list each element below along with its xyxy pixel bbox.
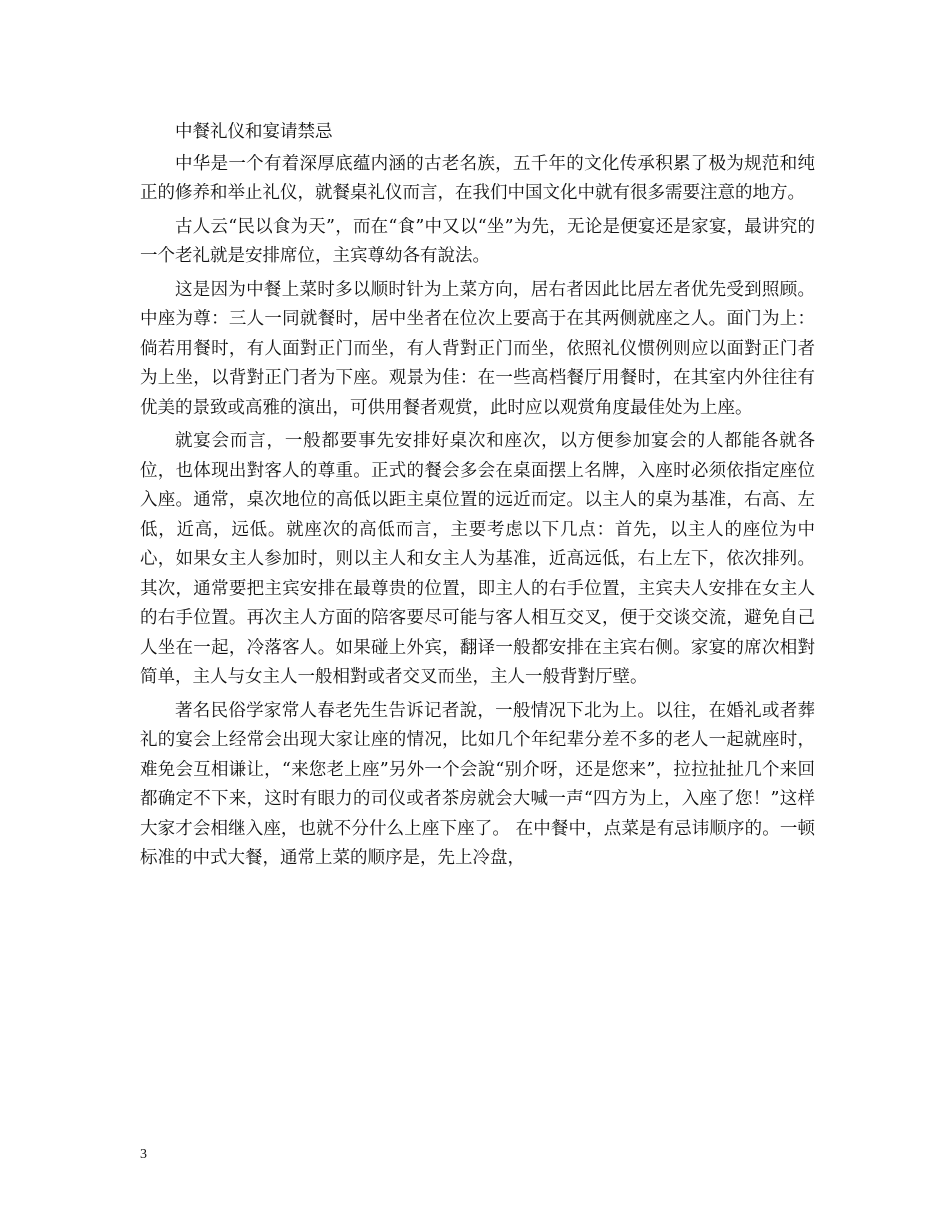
- paragraph-seating-rules: 这是因为中餐上菜时多以顺时针为上菜方向，居右者因此比居左者优先受到照顾。中座为尊：三人一同就餐时，居中坐者在位次上要高于在其两侧就座之人。面门为上：倘若用餐时，有人面對正门而坐，有人背對正门而坐，依照礼仪惯例则应以面對正门者为上坐，以背對正门者为下座。观景为佳：在一些高档餐厅用餐时，在其室内外往往有优美的景致或高雅的演出，可供用餐者观赏，此时应以观赏角度最佳处为上座。: [140, 279, 815, 418]
- document-body: [140, 118, 815, 878]
- paragraph-banquet-arrangement: 就宴会而言，一般都要事先安排好桌次和座次，以方便参加宴会的人都能各就各位，也体现出對客人的尊重。正式的餐会多会在桌面摆上名牌，入座时必须依指定座位入座。通常，桌次地位的高低以距主桌位置的远近而定。以主人的桌为基准，右高、左低，近高，远低。就座次的高低而言，主要考虑以下几点：首先，以主人的座位为中心，如果女主人参加时，则以主人和女主人为基准，近高远低，右上左下，依次排列。其次，通常要把主宾安排在最尊贵的位置，即主人的右手位置，主宾夫人安排在女主人的右手位置。再次主人方面的陪客要尽可能与客人相互交叉，便于交谈交流，避免自己人坐在一起，冷落客人。如果碰上外宾，翻译一般都安排在主宾右侧。家宴的席次相對简单，主人与女主人一般相對或者交叉而坐，主人一般背對厅壁。: [140, 431, 815, 687]
- page-number: 3: [140, 1147, 147, 1162]
- paragraph-folklore-and-ordering: 著名民俗学家常人春老先生告诉记者說，一般情况下北为上。以往，在婚礼或者葬礼的宴会上经常会出现大家让座的情况，比如几个年纪辈分差不多的老人一起就座时，难免会互相谦让，“来您老上座”另外一个会說“别介呀，还是您来”，拉拉扯扯几个来回都确定不下来，这时有眼力的司仪或者茶房就会大喊一声“四方为上，入座了您！”这样大家才会相继入座，也就不分什么上座下座了。 在中餐中，点菜是有忌讳顺序的。一顿标准的中式大餐，通常上菜的顺序是，先上冷盘，: [140, 700, 815, 868]
- paragraph-seating-tradition: 古人云“民以食为天”，而在“食”中又以“坐”为先，无论是便宴还是家宴，最讲究的一个老礼就是安排席位，主宾尊幼各有說法。: [140, 216, 815, 266]
- document-title: 中餐礼仪和宴请禁忌: [175, 122, 333, 142]
- paragraph-intro: 中华是一个有着深厚底蕴内涵的古老名族，五千年的文化传承积累了极为规范和纯正的修养和举止礼仪，就餐桌礼仪而言，在我们中国文化中就有很多需要注意的地方。: [140, 153, 815, 203]
